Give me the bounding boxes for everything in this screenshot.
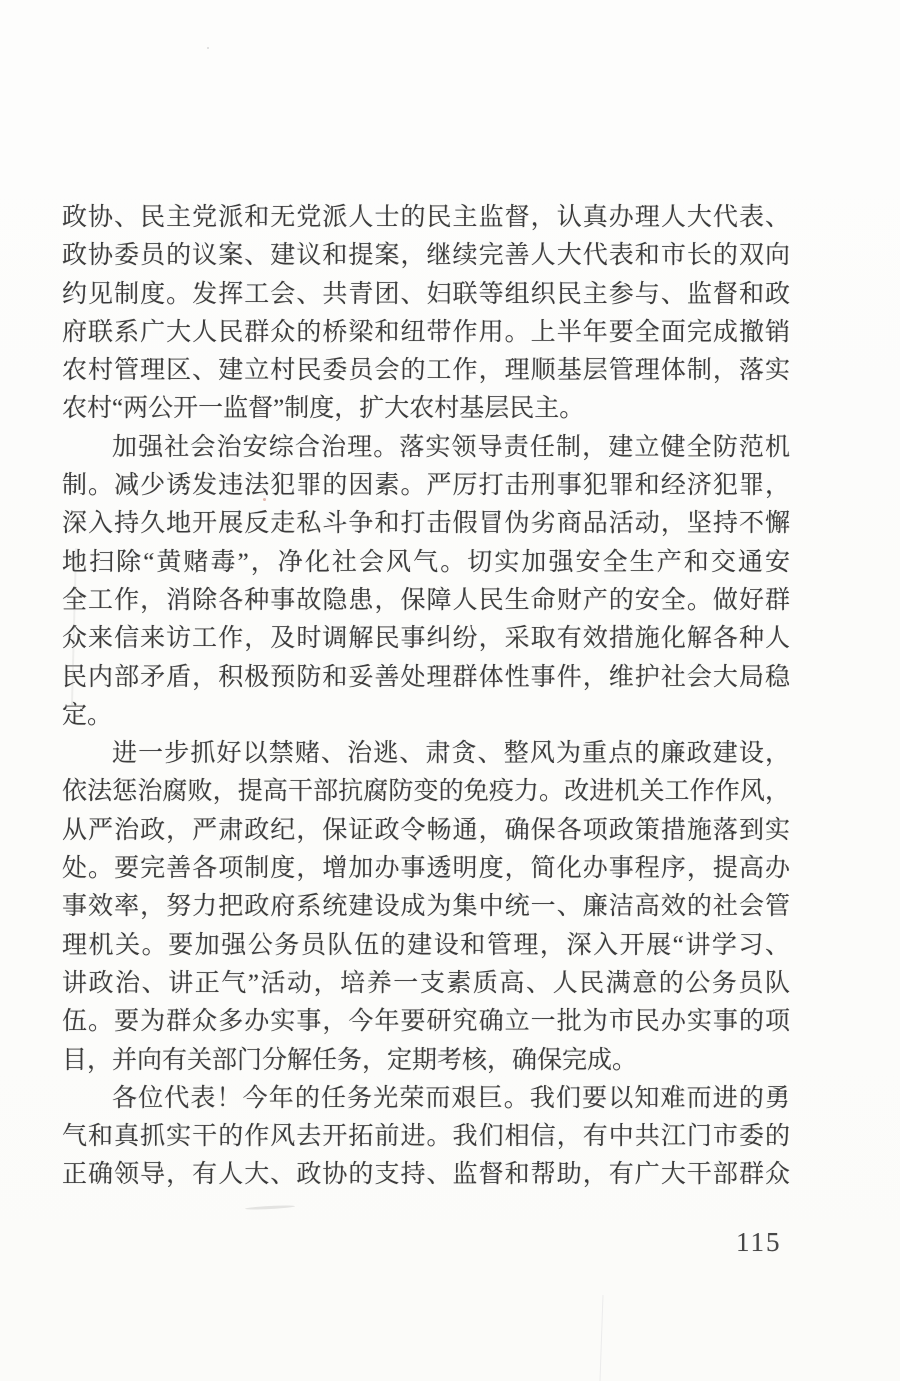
text-line: 从严治政，严肃政纪，保证政令畅通，确保各项政策措施落到实 bbox=[62, 816, 790, 844]
text-line: 处。要完善各项制度，增加办事透明度，简化办事程序，提高办 bbox=[62, 855, 790, 883]
text-line: 进一步抓好以禁赌、治逃、肃贪、整风为重点的廉政建设， bbox=[112, 740, 790, 768]
text-line: 政协委员的议案、建议和提案，继续完善人大代表和市长的双向 bbox=[62, 242, 790, 270]
text-line: 加强社会治安综合治理。落实领导责任制，建立健全防范机 bbox=[112, 433, 790, 461]
text-line: 理机关。要加强公务员队伍的建设和管理，深入开展“讲学习、 bbox=[62, 931, 790, 959]
text-line: 地扫除“黄赌毒”，净化社会风气。切实加强安全生产和交通安 bbox=[62, 548, 790, 576]
text-line: 事效率，努力把政府系统建设成为集中统一、廉洁高效的社会管 bbox=[62, 893, 790, 921]
text-line: 农村“两公开一监督”制度，扩大农村基层民主。 bbox=[62, 395, 585, 423]
text-line: 目，并向有关部门分解任务，定期考核，确保完成。 bbox=[62, 1046, 638, 1074]
text-line: 深入持久地开展反走私斗争和打击假冒伪劣商品活动，坚持不懈 bbox=[62, 510, 790, 538]
text-line: 政协、民主党派和无党派人士的民主监督，认真办理人大代表、 bbox=[62, 204, 790, 231]
text-line: 制。减少诱发违法犯罪的因素。严厉打击刑事犯罪和经济犯罪， bbox=[62, 472, 790, 500]
text-line: 伍。要为群众多办实事，今年要研究确立一批为市民办实事的项 bbox=[62, 1008, 790, 1036]
text-line: 讲政治、讲正气”活动，培养一支素质高、人民满意的公务员队 bbox=[62, 969, 790, 997]
text-line: 众来信来访工作，及时调解民事纠纷，采取有效措施化解各种人 bbox=[62, 625, 790, 653]
text-line: 民内部矛盾，积极预防和妥善处理群体性事件，维护社会大局稳 bbox=[62, 663, 790, 691]
text-line: 定。 bbox=[62, 701, 113, 729]
scan-smudge bbox=[599, 1295, 603, 1381]
scan-smudge bbox=[245, 1205, 295, 1211]
text-line: 依法惩治腐败，提高干部抗腐防变的免疫力。改进机关工作作风， bbox=[62, 778, 790, 806]
text-line: 各位代表！今年的任务光荣而艰巨。我们要以知难而进的勇 bbox=[112, 1084, 790, 1112]
body-text bbox=[62, 199, 790, 1195]
text-line: 府联系广大人民群众的桥梁和纽带作用。上半年要全面完成撤销 bbox=[62, 318, 790, 346]
page-number: 115 bbox=[736, 1227, 782, 1257]
scan-speck bbox=[207, 47, 209, 49]
text-line: 全工作，消除各种事故隐患，保障人民生命财产的安全。做好群 bbox=[62, 586, 790, 614]
text-line: 正确领导，有人大、政协的支持、监督和帮助，有广大干部群众 bbox=[62, 1161, 790, 1189]
text-line: 气和真抓实干的作风去开拓前进。我们相信，有中共江门市委的 bbox=[62, 1123, 790, 1151]
text-line: 农村管理区、建立村民委员会的工作，理顺基层管理体制，落实 bbox=[62, 357, 790, 385]
text-line: 约见制度。发挥工会、共青团、妇联等组织民主参与、监督和政 bbox=[62, 280, 790, 308]
